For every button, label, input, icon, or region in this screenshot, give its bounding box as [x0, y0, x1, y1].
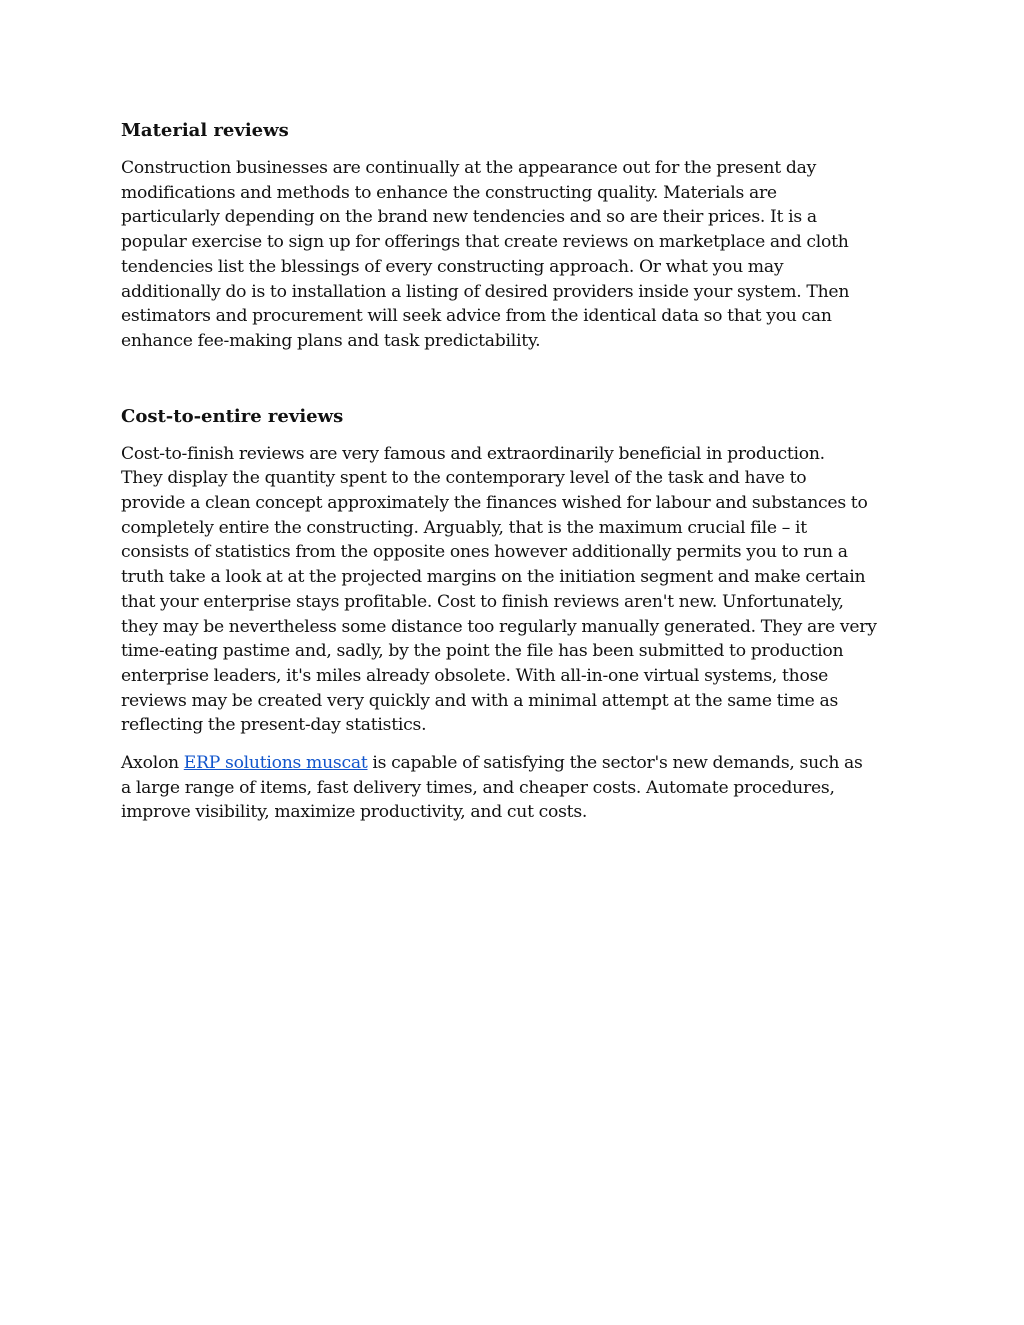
text-line: that your enterprise stays profitable. Cost to finish reviews aren't new. Unfortunately, [121, 591, 844, 612]
text-line: tendencies list the blessings of every constructing approach. Or what you may [121, 256, 784, 277]
text-line: they may be nevertheless some distance too regularly manually generated. They are very [121, 616, 877, 637]
text-line: reflecting the present-day statistics. [121, 715, 427, 736]
paragraph-material-reviews [121, 156, 911, 354]
section-spacer [121, 354, 911, 404]
text-line: enterprise leaders, it's miles already obsolete. With all-in-one virtual systems, those [121, 665, 829, 686]
text-line: modifications and methods to enhance the constructing quality. Materials are [121, 182, 777, 203]
document-page [121, 118, 911, 825]
text-line: additionally do is to installation a listing of desired providers inside your system. Then [121, 281, 850, 302]
text-line: Cost-to-finish reviews are very famous and extraordinarily beneficial in production. [121, 443, 825, 464]
erp-solutions-link[interactable]: ERP solutions muscat [183, 753, 368, 774]
text-line: reviews may be created very quickly and with a minimal attempt at the same time as [121, 690, 839, 711]
text-line: completely entire the constructing. Arguably, that is the maximum crucial file – it [121, 517, 807, 538]
text-line: They display the quantity spent to the contemporary level of the task and have to [121, 468, 807, 489]
section-heading-cost-to-entire-reviews: Cost-to-entire reviews [121, 405, 344, 427]
text-line: enhance fee-making plans and task predictability. [121, 330, 541, 351]
paragraph-cost-to-finish-reviews [121, 442, 911, 738]
text-prefix: Axolon [121, 753, 184, 774]
paragraph-spacer [121, 738, 911, 751]
text-line: estimators and procurement will seek advice from the identical data so that you can [121, 306, 832, 327]
text-line: truth take a look at at the projected margins on the initiation segment and make certain [121, 567, 866, 588]
text-line: a large range of items, fast delivery times, and cheaper costs. Automate procedures, [121, 777, 835, 798]
text-line: provide a clean concept approximately the finances wished for labour and substances to [121, 493, 868, 514]
text-line: consists of statistics from the opposite ones however additionally permits you to run a [121, 542, 848, 563]
text-line: time-eating pastime and, sadly, by the point the file has been submitted to production [121, 641, 844, 662]
text-line: improve visibility, maximize productivity, and cut costs. [121, 802, 588, 823]
paragraph-axolon [121, 751, 911, 825]
text-line-with-link [121, 751, 911, 776]
text-line: popular exercise to sign up for offerings that create reviews on marketplace and cloth [121, 232, 849, 253]
text-line: Construction businesses are continually at the appearance out for the present day [121, 158, 817, 178]
section-heading-material-reviews: Material reviews [121, 120, 289, 141]
text-suffix: is capable of satisfying the sector's new demands, such as [367, 753, 863, 774]
text-line: particularly depending on the brand new tendencies and so are their prices. It is a [121, 207, 817, 228]
